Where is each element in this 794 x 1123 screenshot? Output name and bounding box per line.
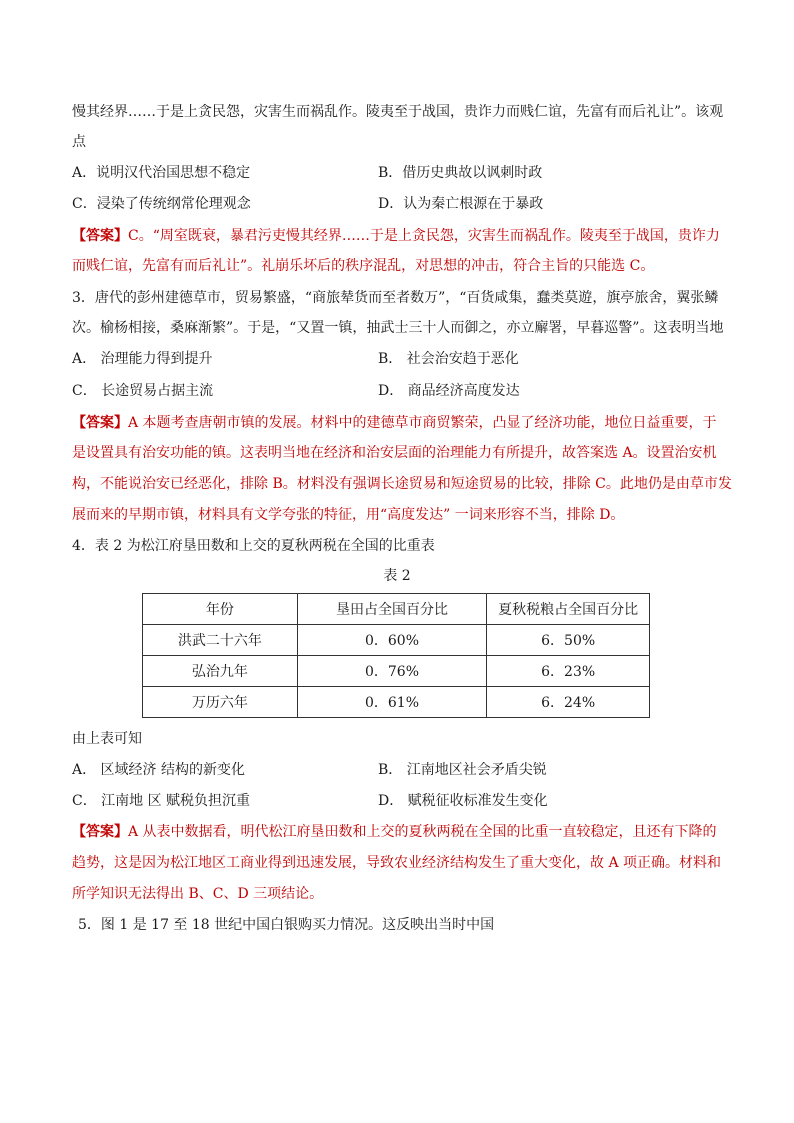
q2-option-d: D．认为秦亡根源在于暴政 [378,196,544,212]
q4-option-d: D． 赋税征收标准发生变化 [378,793,548,809]
answer-tag: 【答案】 [72,415,128,431]
data-table [142,593,650,718]
q3-option-b: B． 社会治安趋于恶化 [378,351,519,367]
table-cell: 0．60% [297,625,487,656]
table-header-cell: 垦田占全国百分比 [297,594,487,625]
q3-option-d: D． 商品经济高度发达 [378,383,520,399]
q3-answer-line-4: 展而来的早期市镇，材料具有文学夸张的特征，用“高度发达” 一词来形容不当，排除 D。 [72,507,625,523]
q4-answer-line-3: 所学知识无法得出 B、C、D 三项结论。 [72,886,324,902]
q2-answer-line-2: 而贱仁谊，先富有而后礼让”。礼崩乐坏后的秩序混乱，对思想的冲击，符合主旨的只能选 C。 [72,258,655,274]
q3-answer-line-1 [72,413,717,433]
q3-answer-line-3: 构，不能说治安已经恶化，排除 B。材料没有强调长途贸易和短途贸易的比较，排除 C。此地仍是由草市发 [72,476,732,492]
table-header-cell: 年份 [143,594,298,625]
answer-text: C。“周室既衰，暴君污吏慢其经界……于是上贪民怨，灾害生而祸乱作。陵夷至于战国，贵诈力 [128,228,720,244]
table-header-cell: 夏秋税粮占全国百分比 [487,594,650,625]
q2-option-c: C．浸染了传统纲常伦理观念 [72,196,251,212]
q4-stem: 4．表 2 为松江府垦田数和上交的夏秋两税在全国的比重表 [72,538,435,554]
answer-text: A 本题考查唐朝市镇的发展。材料中的建德草市商贸繁荣，凸显了经济功能，地位日益重要，于 [128,415,717,431]
table-cell: 万历六年 [143,687,298,718]
q4-option-b: B． 江南地区社会矛盾尖锐 [378,762,547,778]
q4-answer-line-2: 趋势，这是因为松江地区工商业得到迅速发展，导致农业经济结构发生了重大变化，故 A 项正确。材料和 [72,855,722,871]
q3-option-a: A． 治理能力得到提升 [72,351,213,367]
table-cell: 6．50% [487,625,650,656]
q2-option-a: A．说明汉代治国思想不稳定 [72,165,251,181]
answer-tag: 【答案】 [72,228,128,244]
q2-answer-line-1 [72,226,720,246]
q3-stem-line-1: 3．唐代的彭州建德草市，贸易繁盛，“商旅辇货而至者数万”，“百货咸集，蠢类莫遊，旗亭旅舍，翼张鳞 [72,290,719,306]
q4-option-a: A． 区域经济 结构的新变化 [72,762,246,778]
q2-option-b: B．借历史典故以讽刺时政 [378,165,543,181]
table-cell: 0．61% [297,687,487,718]
answer-tag: 【答案】 [72,824,128,840]
table-caption: 表 2 [383,568,411,584]
q2-stem-line-2: 点 [72,134,86,150]
table-cell: 弘治九年 [143,656,298,687]
table-cell: 6．24% [487,687,650,718]
table-cell: 洪武二十六年 [143,625,298,656]
q3-answer-line-2: 是设置具有治安功能的镇。这表明当地在经济和治安层面的治理能力有所提升，故答案选 A。设置治安机 [72,445,717,461]
q4-answer-line-1 [72,822,717,842]
table-row [143,687,650,718]
table-row [143,656,650,687]
table-cell: 0．76% [297,656,487,687]
table-header-row [143,594,650,625]
q5-stem: 5．图 1 是 17 至 18 世纪中国白银购买力情况。这反映出当时中国 [78,917,495,933]
answer-text: A 从表中数据看，明代松江府垦田数和上交的夏秋两税在全国的比重一直较稳定，且还有下降的 [128,824,717,840]
q3-option-c: C． 长途贸易占据主流 [72,383,214,399]
q4-after-table: 由上表可知 [72,731,142,747]
table-row [143,625,650,656]
table-cell: 6．23% [487,656,650,687]
q3-stem-line-2: 次。榆杨相接，桑麻渐繁”。于是，“又置一镇，抽武士三十人而御之，亦立廨署，早暮巡警”。这表明当地 [72,320,724,336]
q4-option-c: C． 江南地 区 赋税负担沉重 [72,793,251,809]
q2-stem-line-1: 慢其经界……于是上贪民怨，灾害生而祸乱作。陵夷至于战国，贵诈力而贱仁谊，先富有而后礼让”。该观 [72,104,724,120]
